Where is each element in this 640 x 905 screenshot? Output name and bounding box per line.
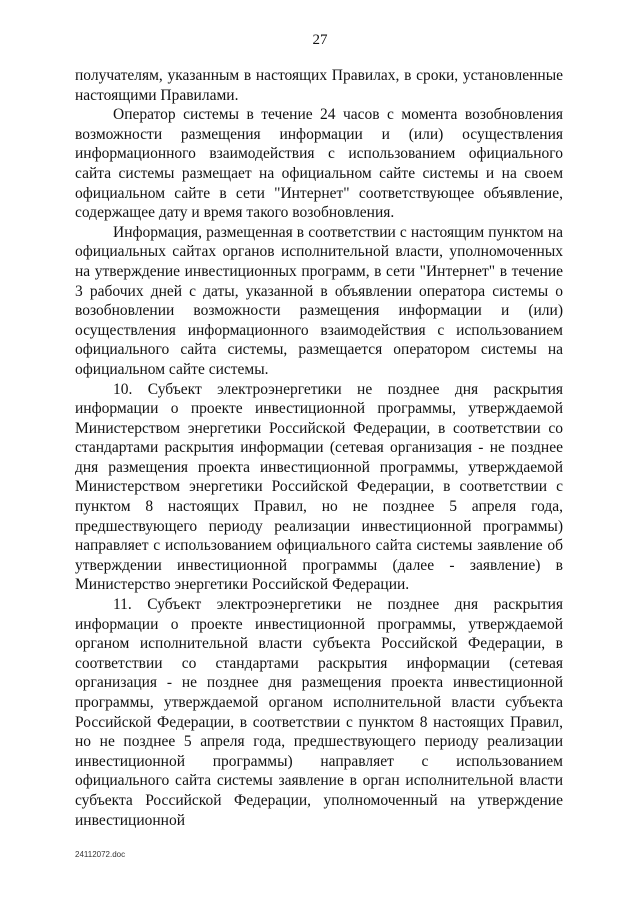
paragraph-item-10: 10. Субъект электроэнергетики не позднее дня раскрытия информации о проекте инвестиционной программы, утверждаемой Министерством энергетики Российской Федерации, в соответствии со стандартами раскрытия информации (сетевая организация - не позднее дня размещения проекта инвестиционной программы, утверждаемой Министерством энергетики Российской Федерации, в соответствии с пунктом 8 настоящих Правил, но не позднее 5 апреля года, предшествующего периоду реализации инвестиционной программы) направляет с использованием официального сайта системы заявление об утверждении инвестиционной программы (далее - заявление) в Министерство энергетики Российской Федерации.	[75, 380, 563, 594]
page-number: 27	[312, 32, 328, 48]
paragraph-operator-notice: Оператор системы в течение 24 часов с момента возобновления возможности размещения информации и (или) осуществления информационного взаимодействия с использованием официального сайта системы размещает на официальном сайте системы и на своем официальном сайте в сети "Интернет" соответствующее объявление, содержащее дату и время такого возобновления.	[75, 106, 563, 222]
document-filename: 24112072.doc	[75, 850, 126, 859]
paragraph-information-placement: Информация, размещенная в соответствии с настоящим пунктом на официальных сайтах органов исполнительной власти, уполномоченных на утверждение инвестиционных программ, в сети "Интернет" в течение 3 рабочих дней с даты, указанной в объявлении оператора системы о возобновлении возможности размещения информации и (или) осуществления информационного взаимодействия с использованием официального сайта системы, размещается оператором системы на официальном сайте системы.	[75, 223, 563, 378]
paragraph-continuation: получателям, указанным в настоящих Правилах, в сроки, установленные настоящими Правилами.	[75, 67, 563, 104]
paragraph-item-11: 11. Субъект электроэнергетики не позднее дня раскрытия информации о проекте инвестиционной программы, утверждаемой органом исполнительной власти субъекта Российской Федерации, в соответствии со стандартами раскрытия информации (сетевая организация - не позднее дня размещения проекта инвестиционной программы, утверждаемой органом исполнительной власти субъекта Российской Федерации, в соответствии с пунктом 8 настоящих Правил, но не позднее 5 апреля года, предшествующего периоду реализации инвестиционной программы) направляет с использованием официального сайта системы заявление в орган исполнительной власти субъекта Российской Федерации, уполномоченный на утверждение инвестиционной	[75, 596, 563, 829]
document-body	[75, 66, 563, 830]
